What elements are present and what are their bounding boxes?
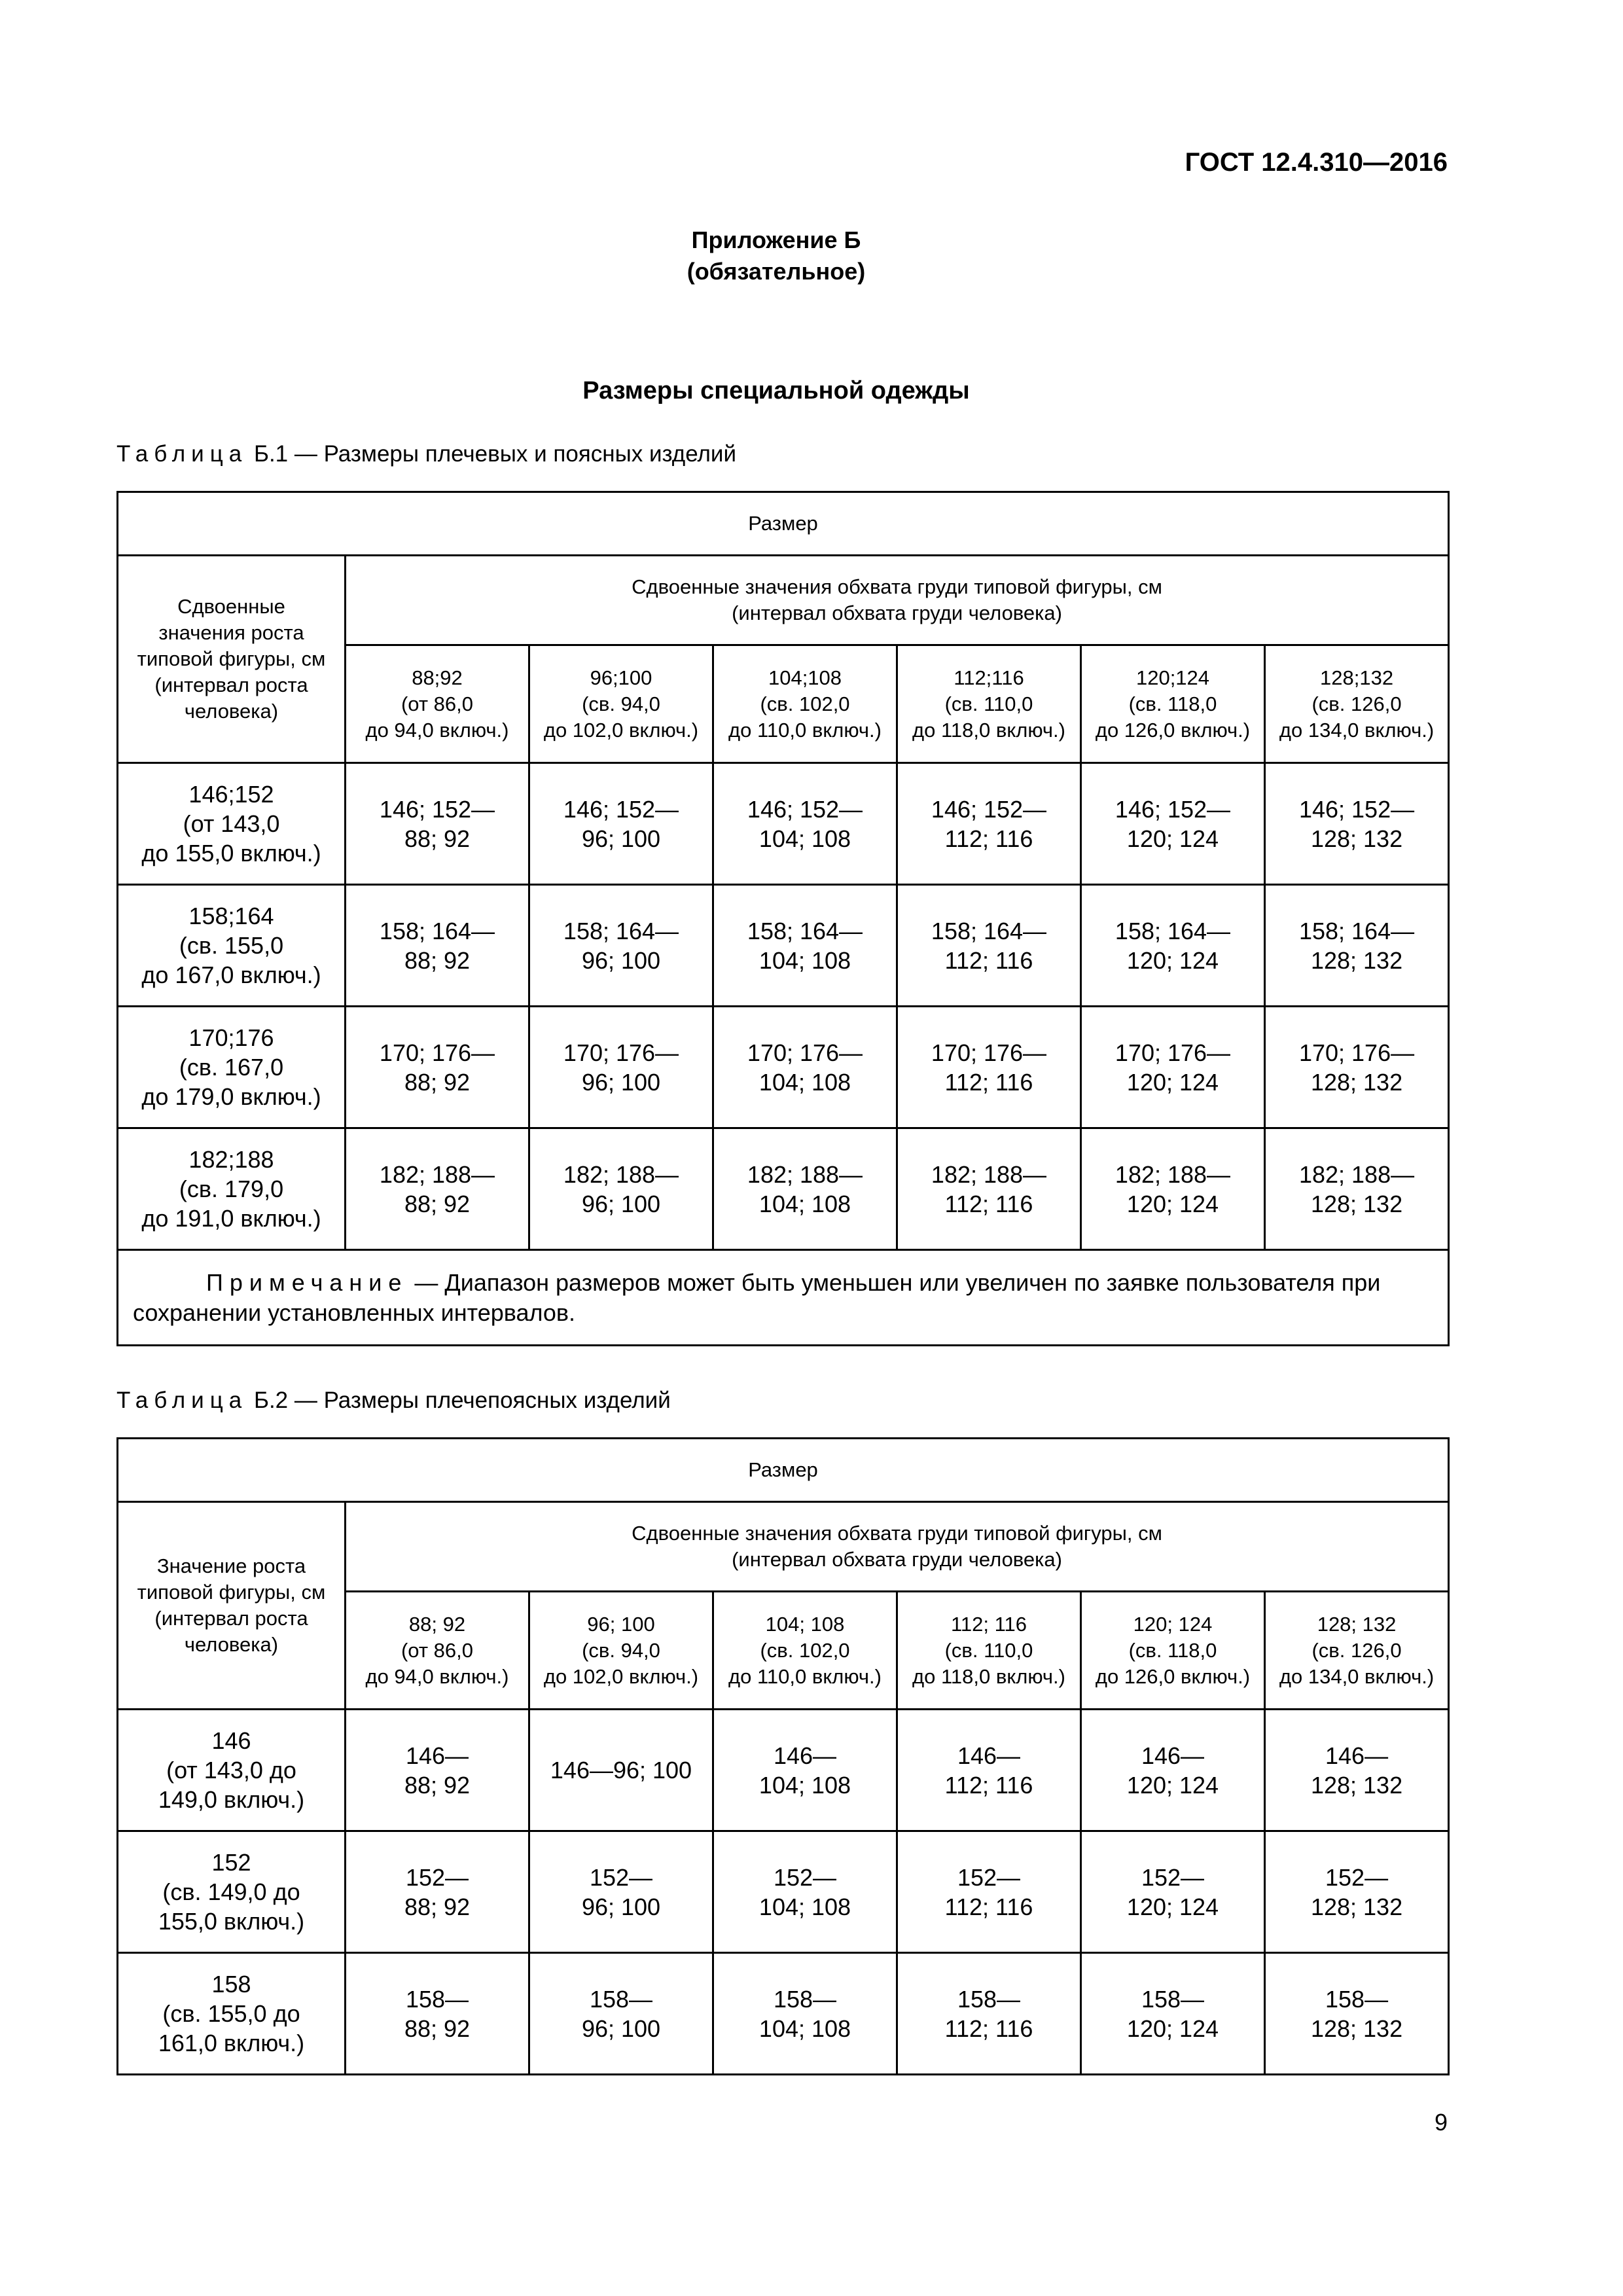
table1-chest-col: 120;124 (св. 118,0 до 126,0 включ.) [1081, 645, 1265, 763]
table2-row [118, 1710, 1449, 1831]
table2-cell: 146— 128; 132 [1265, 1710, 1449, 1831]
table2-row [118, 1831, 1449, 1953]
table2-row-height: 146 (от 143,0 до 149,0 включ.) [118, 1710, 346, 1831]
table1-chest-col: 112;116 (св. 110,0 до 118,0 включ.) [897, 645, 1081, 763]
table1-cell: 146; 152— 120; 124 [1081, 763, 1265, 885]
table1-chest-col: 128;132 (св. 126,0 до 134,0 включ.) [1265, 645, 1449, 763]
table2-row [118, 1953, 1449, 2075]
table2-chest-col: 88; 92 (от 86,0 до 94,0 включ.) [346, 1592, 529, 1710]
table1-cell: 146; 152— 88; 92 [346, 763, 529, 885]
table1-size-header: Размер [118, 492, 1449, 556]
table1-cell: 170; 176— 88; 92 [346, 1007, 529, 1128]
table2-cell: 158— 112; 116 [897, 1953, 1081, 2075]
table1-caption-label: Таблица [116, 441, 248, 467]
table1-cell: 182; 188— 112; 116 [897, 1128, 1081, 1250]
table-b1 [116, 491, 1450, 1346]
table2-chest-col: 96; 100 (св. 94,0 до 102,0 включ.) [529, 1592, 713, 1710]
table2-chest-col: 120; 124 (св. 118,0 до 126,0 включ.) [1081, 1592, 1265, 1710]
table1-cell: 146; 152— 128; 132 [1265, 763, 1449, 885]
table2-cell: 158— 96; 100 [529, 1953, 713, 2075]
table1-cell: 158; 164— 88; 92 [346, 885, 529, 1007]
table1-cell: 146; 152— 112; 116 [897, 763, 1081, 885]
table1-row-height: 146;152 (от 143,0 до 155,0 включ.) [118, 763, 346, 885]
table2-cell: 152— 112; 116 [897, 1831, 1081, 1953]
table1-cell: 182; 188— 128; 132 [1265, 1128, 1449, 1250]
annex-heading [0, 224, 1552, 287]
table2-cell: 146— 104; 108 [713, 1710, 897, 1831]
table2-cell: 146— 112; 116 [897, 1710, 1081, 1831]
table-b2 [116, 1437, 1450, 2075]
table2-chest-header: Сдвоенные значения обхвата груди типовой фигуры, см (интервал обхвата груди человека) [346, 1502, 1449, 1592]
document-code: ГОСТ 12.4.310—2016 [1185, 148, 1448, 177]
table1-chest-header: Сдвоенные значения обхвата груди типовой фигуры, см (интервал обхвата груди человека) [346, 556, 1449, 645]
table1-note-label: Примечание [206, 1268, 408, 1296]
table1-height-header: Сдвоенные значения роста типовой фигуры, см (интервал роста человека) [118, 556, 346, 763]
table1-row-height: 158;164 (св. 155,0 до 167,0 включ.) [118, 885, 346, 1007]
table1-cell: 182; 188— 96; 100 [529, 1128, 713, 1250]
table1-note [118, 1250, 1449, 1346]
table2-height-header: Значение роста типовой фигуры, см (интервал роста человека) [118, 1502, 346, 1710]
table1-cell: 182; 188— 104; 108 [713, 1128, 897, 1250]
table2-cell: 158— 88; 92 [346, 1953, 529, 2075]
table1-cell: 170; 176— 112; 116 [897, 1007, 1081, 1128]
table1-cell: 170; 176— 96; 100 [529, 1007, 713, 1128]
table2-cell: 146— 120; 124 [1081, 1710, 1265, 1831]
table2-cell: 152— 120; 124 [1081, 1831, 1265, 1953]
table2-caption [116, 1388, 671, 1414]
table2-cell: 152— 88; 92 [346, 1831, 529, 1953]
section-title: Размеры специальной одежды [582, 377, 970, 404]
table1-cell: 158; 164— 120; 124 [1081, 885, 1265, 1007]
table2-chest-col: 128; 132 (св. 126,0 до 134,0 включ.) [1265, 1592, 1449, 1710]
table2-caption-text: Б.2 — Размеры плечепоясных изделий [253, 1388, 671, 1413]
table1-row-height: 170;176 (св. 167,0 до 179,0 включ.) [118, 1007, 346, 1128]
annex-subtitle: (обязательное) [687, 258, 866, 285]
table1-chest-col: 96;100 (св. 94,0 до 102,0 включ.) [529, 645, 713, 763]
table1-cell: 170; 176— 120; 124 [1081, 1007, 1265, 1128]
table1-cell: 146; 152— 96; 100 [529, 763, 713, 885]
table2-cell: 152— 104; 108 [713, 1831, 897, 1953]
table1-cell: 158; 164— 96; 100 [529, 885, 713, 1007]
table1-cell: 182; 188— 88; 92 [346, 1128, 529, 1250]
table2-cell: 146— 88; 92 [346, 1710, 529, 1831]
table1-chest-col: 88;92 (от 86,0 до 94,0 включ.) [346, 645, 529, 763]
table2-cell: 158— 104; 108 [713, 1953, 897, 2075]
table1-row-height: 182;188 (св. 179,0 до 191,0 включ.) [118, 1128, 346, 1250]
table1-cell: 158; 164— 128; 132 [1265, 885, 1449, 1007]
table1-note-text: — Диапазон размеров может быть уменьшен или увеличен по заявке пользователя при сохранении установленных интервалов. [133, 1268, 1381, 1326]
table1-caption [116, 441, 736, 467]
table1-cell: 170; 176— 104; 108 [713, 1007, 897, 1128]
table2-cell: 152— 128; 132 [1265, 1831, 1449, 1953]
table1-row [118, 763, 1449, 885]
table1-cell: 158; 164— 112; 116 [897, 885, 1081, 1007]
table2-chest-col: 112; 116 (св. 110,0 до 118,0 включ.) [897, 1592, 1081, 1710]
table1-row [118, 1007, 1449, 1128]
table1-row [118, 1128, 1449, 1250]
table2-caption-label: Таблица [116, 1388, 248, 1413]
table2-cell: 146—96; 100 [529, 1710, 713, 1831]
table1-cell: 182; 188— 120; 124 [1081, 1128, 1265, 1250]
table2-cell: 158— 120; 124 [1081, 1953, 1265, 2075]
table1-cell: 158; 164— 104; 108 [713, 885, 897, 1007]
table1-chest-col: 104;108 (св. 102,0 до 110,0 включ.) [713, 645, 897, 763]
table2-row-height: 152 (св. 149,0 до 155,0 включ.) [118, 1831, 346, 1953]
page-number: 9 [1434, 2109, 1448, 2136]
table2-cell: 152— 96; 100 [529, 1831, 713, 1953]
table2-cell: 158— 128; 132 [1265, 1953, 1449, 2075]
table2-row-height: 158 (св. 155,0 до 161,0 включ.) [118, 1953, 346, 2075]
annex-title: Приложение Б [691, 226, 861, 253]
table1-row [118, 885, 1449, 1007]
table1-cell: 170; 176— 128; 132 [1265, 1007, 1449, 1128]
table2-size-header: Размер [118, 1439, 1449, 1502]
table2-chest-col: 104; 108 (св. 102,0 до 110,0 включ.) [713, 1592, 897, 1710]
table1-caption-text: Б.1 — Размеры плечевых и поясных изделий [253, 441, 737, 467]
table1-cell: 146; 152— 104; 108 [713, 763, 897, 885]
